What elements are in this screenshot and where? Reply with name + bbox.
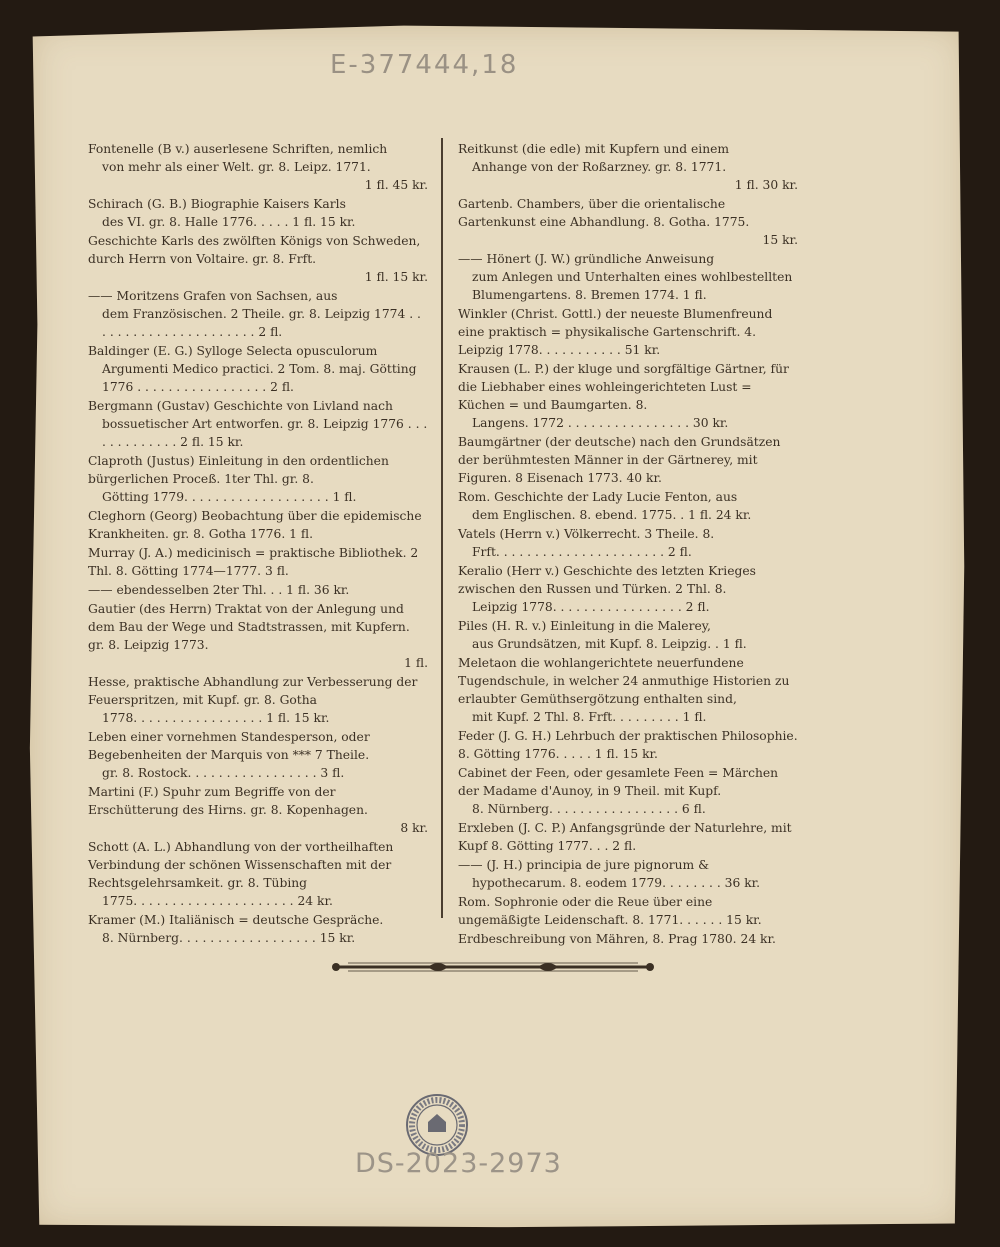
entry-text: Vatels (Herrn v.) Völkerrecht. 3 Theile. 8. xyxy=(458,527,715,541)
entry-continuation: Götting 1779. . . . . . . . . . . . . . . . . . . 1 fl. xyxy=(102,490,357,504)
entry-continuation: aus Grundsätzen, mit Kupf. 8. Leipzig. . 1 fl. xyxy=(472,637,747,651)
entry-continuation: dem Französischen. 2 Theile. gr. 8. Leipzig 1774 . . . . . . . . . . . . . . . . . . . . . . 2 fl. xyxy=(102,307,421,339)
entry-continuation: hypothecarum. 8. eodem 1779. . . . . . . . 36 kr. xyxy=(472,876,761,890)
entry-text: Hesse, praktische Abhandlung zur Verbesserung der Feuerspritzen, mit Kupf. gr. 8. Gotha xyxy=(88,675,418,707)
entry-continuation: 8. Nürnberg. . . . . . . . . . . . . . . . . 6 fl. xyxy=(472,802,706,816)
catalog-entry xyxy=(88,838,428,910)
catalog-entry xyxy=(458,525,798,561)
entry-text: Rom. Sophronie oder die Reue über eine ungemäßigte Leidenschaft. 8. 1771. . . . . . 15 kr. xyxy=(458,895,762,927)
catalog-entry xyxy=(458,893,798,929)
catalog-entry xyxy=(458,617,798,653)
entry-text: Rom. Geschichte der Lady Lucie Fenton, aus xyxy=(458,490,738,504)
catalog-entry xyxy=(88,673,428,727)
entry-text: Krausen (L. P.) der kluge und sorgfältige Gärtner, für die Liebhaber eines wohleingerichteten Lust = Küchen = und Baumgarten. 8. xyxy=(458,362,789,412)
catalog-entry xyxy=(458,488,798,524)
entry-text: Schott (A. L.) Abhandlung von der vortheilhaften Verbindung der schönen Wissenschaften mit der Rechtsgelehrsamkeit. gr. 8. Tübing xyxy=(88,840,394,890)
entry-text: —— ebendesselben 2ter Thl. . . 1 fl. 36 kr. xyxy=(88,583,350,597)
entry-text: Baldinger (E. G.) Sylloge Selecta opusculorum xyxy=(88,344,378,358)
catalog-entry xyxy=(458,727,798,763)
catalog-entry xyxy=(88,600,428,672)
entry-text: Claproth (Justus) Einleitung in den ordentlichen bürgerlichen Proceß. 1ter Thl. gr. 8. xyxy=(88,454,389,486)
entry-continuation: Anhange von der Roßarzney. gr. 8. 1771. xyxy=(472,160,727,174)
entry-text: Keralio (Herr v.) Geschichte des letzten Krieges zwischen den Russen und Türken. 2 Thl. 8. xyxy=(458,564,756,596)
catalog-entry xyxy=(88,140,428,194)
catalog-entry xyxy=(458,195,798,249)
right-column xyxy=(458,140,798,949)
catalog-entry xyxy=(88,287,428,341)
entry-continuation: dem Englischen. 8. ebend. 1775. . 1 fl. 24 kr. xyxy=(472,508,752,522)
ornamental-rule xyxy=(328,958,658,976)
entry-continuation: 8. Nürnberg. . . . . . . . . . . . . . . . . . 15 kr. xyxy=(102,931,356,945)
entry-text: Feder (J. G. H.) Lehrbuch der praktischen Philosophie. 8. Götting 1776. . . . . 1 fl. 15 kr. xyxy=(458,729,798,761)
catalog-entry xyxy=(88,397,428,451)
entry-text: Murray (J. A.) medicinisch = praktische Bibliothek. 2 Thl. 8. Götting 1774—1777. 3 fl. xyxy=(88,546,419,578)
entry-text: Schirach (G. B.) Biographie Kaisers Karls xyxy=(88,197,346,211)
entry-text: Gartenb. Chambers, über die orientalische Gartenkunst eine Abhandlung. 8. Gotha. 1775. xyxy=(458,197,750,229)
entry-text: Leben einer vornehmen Standesperson, oder Begebenheiten der Marquis von *** 7 Theile. xyxy=(88,730,370,762)
entry-text: Reitkunst (die edle) mit Kupfern und einem xyxy=(458,142,730,156)
entry-continuation: gr. 8. Rostock. . . . . . . . . . . . . . . . . 3 fl. xyxy=(102,766,345,780)
entry-text: —— Moritzens Grafen von Sachsen, aus xyxy=(88,289,338,303)
entry-continuation: zum Anlegen und Unterhalten eines wohlbestellten Blumengartens. 8. Bremen 1774. 1 fl. xyxy=(472,270,793,302)
catalog-entry xyxy=(88,728,428,782)
entry-text: Fontenelle (B v.) auserlesene Schriften, nemlich xyxy=(88,142,388,156)
entry-continuation: Leipzig 1778. . . . . . . . . . . . . . . . . 2 fl. xyxy=(472,600,710,614)
catalog-entry xyxy=(88,544,428,580)
catalog-entry xyxy=(458,562,798,616)
catalog-entry xyxy=(88,452,428,506)
catalog-entry xyxy=(458,819,798,855)
entry-text: Martini (F.) Spuhr zum Begriffe von der Erschütterung des Hirns. gr. 8. Kopenhagen. xyxy=(88,785,368,817)
entry-continuation: von mehr als einer Welt. gr. 8. Leipz. 1771. xyxy=(102,160,371,174)
entry-text: Bergmann (Gustav) Geschichte von Livland nach xyxy=(88,399,393,413)
entry-continuation: Frft. . . . . . . . . . . . . . . . . . . . . . 2 fl. xyxy=(472,545,692,559)
entry-price: 8 kr. xyxy=(400,821,428,835)
entry-continuation: des VI. gr. 8. Halle 1776. . . . . 1 fl. 15 kr. xyxy=(102,215,356,229)
catalog-entry xyxy=(458,764,798,818)
entry-continuation: 1778. . . . . . . . . . . . . . . . . 1 fl. 15 kr. xyxy=(102,711,330,725)
entry-continuation: mit Kupf. 2 Thl. 8. Frft. . . . . . . . . 1 fl. xyxy=(472,710,707,724)
entry-price: 1 fl. 15 kr. xyxy=(364,270,428,284)
pencil-shelfmark-bottom: DS-2023-2973 xyxy=(355,1148,562,1179)
catalog-entry xyxy=(88,342,428,396)
entry-price: 1 fl. 30 kr. xyxy=(734,178,798,192)
entry-text: Erdbeschreibung von Mähren, 8. Prag 1780. 24 kr. xyxy=(458,932,776,946)
column-divider xyxy=(441,138,443,918)
catalog-entry xyxy=(88,195,428,231)
catalog-entry xyxy=(458,250,798,304)
catalog-entry xyxy=(458,856,798,892)
entry-text: —— (J. H.) principia de jure pignorum & xyxy=(458,858,710,872)
catalog-entry xyxy=(458,140,798,194)
catalog-entry xyxy=(88,783,428,837)
catalog-entry xyxy=(88,911,428,947)
entry-price: 1 fl. 45 kr. xyxy=(364,178,428,192)
entry-text: Baumgärtner (der deutsche) nach den Grundsätzen der berühmtesten Männer in der Gärtnerey, mit Figuren. 8 Eisenach 1773. 40 kr. xyxy=(458,435,781,485)
catalog-entry xyxy=(88,581,428,599)
left-column xyxy=(88,140,428,948)
entry-price: 1 fl. xyxy=(404,656,428,670)
entry-text: Meletaon die wohlangerichtete neuerfundene Tugendschule, in welcher 24 anmuthige Historien zu erlaubter Gemüthsergötzung enthalten sind, xyxy=(458,656,790,706)
entry-text: Gautier (des Herrn) Traktat von der Anlegung und dem Bau der Wege und Stadtstrassen, mit Kupfern. gr. 8. Leipzig 1773. xyxy=(88,602,410,652)
catalog-entry xyxy=(458,305,798,359)
entry-price: 15 kr. xyxy=(762,233,798,247)
catalog-entry xyxy=(458,433,798,487)
catalog-entry xyxy=(88,232,428,286)
entry-text: —— Hönert (J. W.) gründliche Anweisung xyxy=(458,252,715,266)
entry-text: Cleghorn (Georg) Beobachtung über die epidemische Krankheiten. gr. 8. Gotha 1776. 1 fl. xyxy=(88,509,422,541)
catalog-entry xyxy=(458,654,798,726)
entry-text: Kramer (M.) Italiänisch = deutsche Gespräche. xyxy=(88,913,384,927)
entry-text: Erxleben (J. C. P.) Anfangsgründe der Naturlehre, mit Kupf 8. Götting 1777. . . 2 fl. xyxy=(458,821,792,853)
entry-continuation: 1775. . . . . . . . . . . . . . . . . . . . . 24 kr. xyxy=(102,894,333,908)
entry-text: Cabinet der Feen, oder gesamlete Feen = Märchen der Madame d'Aunoy, in 9 Theil. mit Kupf. xyxy=(458,766,779,798)
catalog-entry xyxy=(458,930,798,948)
entry-continuation: bossuetischer Art entworfen. gr. 8. Leipzig 1776 . . . . . . . . . . . . . 2 fl. 15 kr. xyxy=(102,417,428,449)
entry-continuation: Langens. 1772 . . . . . . . . . . . . . . . . 30 kr. xyxy=(472,416,729,430)
entry-text: Geschichte Karls des zwölften Königs von Schweden, durch Herrn von Voltaire. gr. 8. Frft. xyxy=(88,234,421,266)
entry-text: Winkler (Christ. Gottl.) der neueste Blumenfreund eine praktisch = physikalische Gartenschrift. 4. Leipzig 1778. . . . . . . . . . . 51 kr. xyxy=(458,307,773,357)
catalog-entry xyxy=(88,507,428,543)
pencil-shelfmark-top: E-377444,18 xyxy=(330,50,519,80)
entry-text: Piles (H. R. v.) Einleitung in die Malerey, xyxy=(458,619,711,633)
entry-continuation: Argumenti Medico practici. 2 Tom. 8. maj. Götting 1776 . . . . . . . . . . . . . . . . . 2 fl. xyxy=(102,362,417,394)
catalog-entry xyxy=(458,360,798,432)
